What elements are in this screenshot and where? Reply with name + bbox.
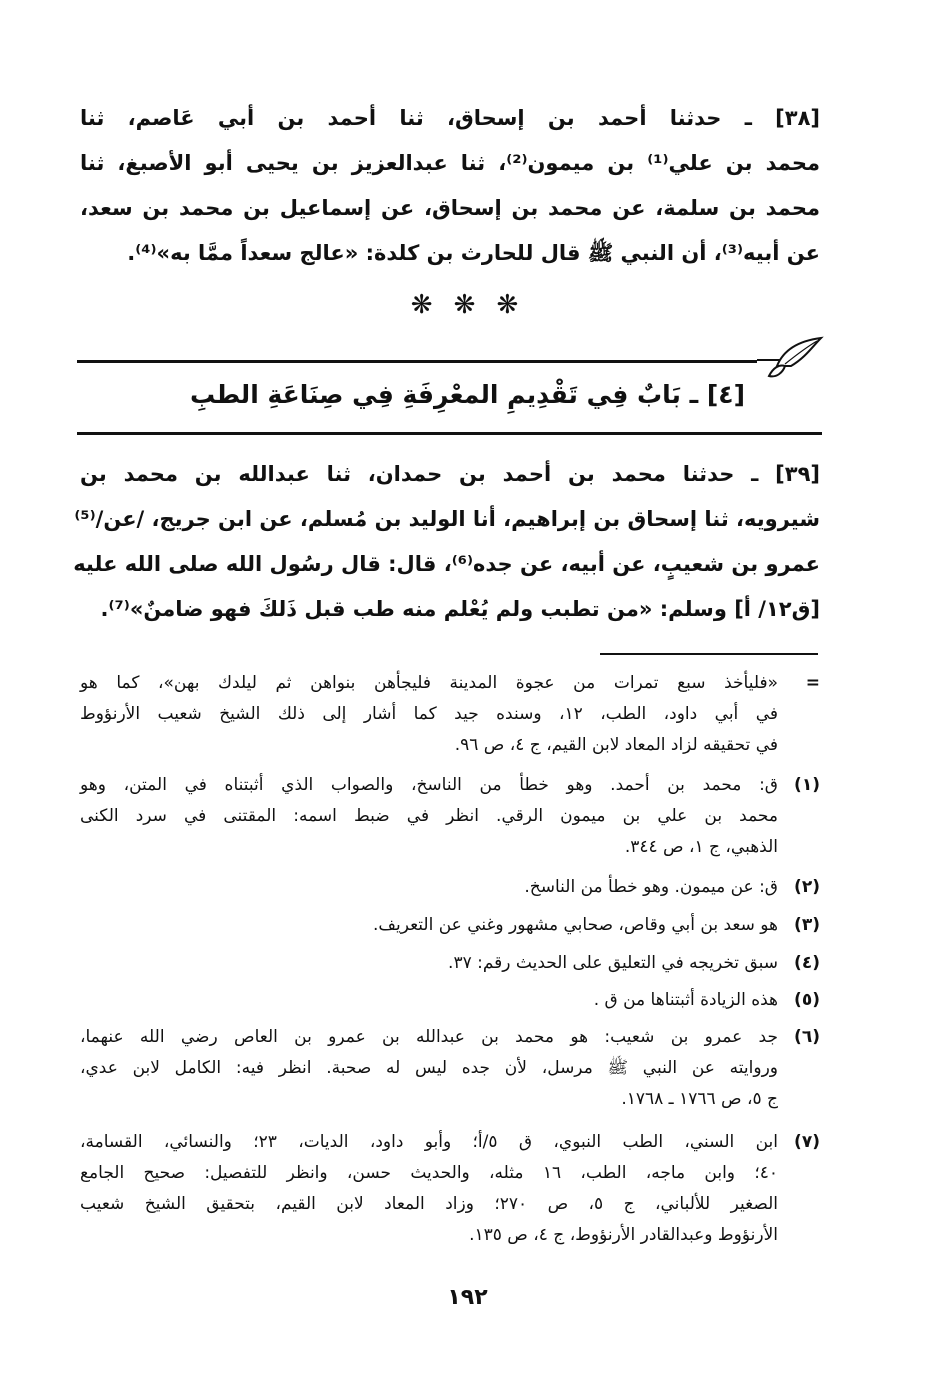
footnote-5 [80, 985, 820, 1016]
hadith-38-line: محمد بن علي⁽¹⁾ بن ميمون⁽²⁾، ثنا عبدالعزيز بن يحيى أبو الأصبغ، ثنا [80, 151, 820, 175]
footnote-separator [600, 653, 818, 655]
footnote-mark: (٥) [794, 990, 820, 1010]
footnote-mark: (١) [794, 775, 820, 795]
page-number: ١٩٢ [447, 1285, 488, 1310]
footnote-line: الأرنؤوط وعبدالقادر الأرنؤوط، ج ٤، ص ١٣٥. [469, 1225, 778, 1245]
footnote-line: في تحقيقه لزاد المعاد لابن القيم، ج ٤، ص ٩٦. [454, 735, 778, 755]
footnote-line: هو سعد بن أبي وقاص، صحابي مشهور وغني عن التعريف. [372, 915, 778, 935]
footnote-line: «فليأخذ سبع تمرات من عجوة المدينة فليجأهن بنواهن ثم ليلدك بهن»، كما هو [80, 673, 778, 693]
footnote-1 [80, 770, 820, 863]
hadith-38-line: [٣٨] ـ حدثنا أحمد بن إسحاق، ثنا أحمد بن أبي عَاصم، ثنا [80, 106, 820, 130]
chapter-title: [٤] ـ بَابٌ فِي تَقْدِيمِ المعْرِفَةِ فِي صِنَاعَةِ الطبِ [189, 380, 745, 409]
footnote-line: ٤٠؛ وابن ماجه، الطب، ١٦ مثله، والحديث حسن، وانظر للتفصيل: صحيح الجامع [80, 1163, 778, 1183]
section-separator-stars: ❋ ❋ ❋ [410, 290, 525, 320]
footnote-mark: = [805, 673, 820, 693]
footnote-line: الذهبي، ج ١، ص ٣٤٤. [624, 837, 778, 857]
footnote-mark: (٤) [794, 953, 820, 973]
footnote-line: سبق تخريجه في التعليق على الحديث رقم: ٣٧. [448, 953, 778, 973]
chapter-bottom-rule [77, 432, 822, 435]
footnote-line: ابن السني، الطب النبوي، ق ٥/أ؛ وأبو داود، الديات، ٢٣؛ والنسائي، القسامة، [80, 1132, 778, 1152]
hadith-39-line: [٣٩] ـ حدثنا محمد بن أحمد بن حمدان، ثنا عبدالله بن محمد بن [80, 462, 820, 486]
footnote-mark: (٣) [794, 915, 820, 935]
footnote-2 [80, 872, 820, 903]
footnote-continued [80, 668, 820, 761]
footnote-line: الصغير للألباني، ج ٥، ص ٢٧٠؛ وزاد المعاد لابن القيم، بتحقيق الشيخ شعيب [80, 1194, 778, 1214]
footnote-line: محمد بن علي بن ميمون الرقي. انظر في ضبط اسمه: المقتنى في سرد الكنى [80, 806, 778, 826]
quill-pen-icon [755, 336, 825, 380]
footnote-6 [80, 1022, 820, 1115]
footnote-line: ق: محمد بن أحمد. وهو خطأ من الناسخ، والصواب الذي أثبتناه في المتن، وهو [80, 775, 778, 795]
footnote-7 [80, 1127, 820, 1251]
footnote-line: جد عمرو بن شعيب: هو محمد بن عبدالله بن عمرو بن العاص رضي الله عنهما، [80, 1027, 778, 1047]
footnote-4 [80, 948, 820, 979]
footnote-line: ج ٥، ص ١٧٦٦ ـ ١٧٦٨. [621, 1089, 778, 1109]
footnote-mark: (٧) [794, 1132, 820, 1152]
footnote-line: ق: عن ميمون. وهو خطأ من الناسخ. [524, 877, 778, 897]
footnote-line: هذه الزيادة أثبتناها من ق . [593, 990, 778, 1010]
footnote-mark: (٢) [794, 877, 820, 897]
hadith-39-line: عمرو بن شعيبٍ، عن أبيه، عن جده⁽⁶⁾، قال: قال رسُول الله صلى الله عليه [73, 552, 820, 576]
hadith-39-line: [ق١٢/ أ] وسلم: «من تطبب ولم يُعْلم منه طب قبل ذَلكَ فهو ضامنٌ»⁽⁷⁾. [100, 597, 820, 621]
footnote-3 [80, 910, 820, 941]
hadith-39-paragraph [73, 452, 820, 632]
footnote-line: وروايته عن النبي ﷺ مرسل، لأن جده ليس له صحبة. انظر فيه: الكامل لابن عدي، [80, 1058, 778, 1078]
hadith-38-line: عن أبيه⁽³⁾، أن النبي ﷺ قال للحارث بن كلدة: «عالج سعداً ممَّا به»⁽⁴⁾. [127, 241, 820, 265]
chapter-top-rule [77, 360, 757, 363]
hadith-38-paragraph [80, 96, 820, 276]
footnote-mark: (٦) [794, 1027, 820, 1047]
footnote-line: في أبي داود، الطب، ١٢، وسنده جيد كما أشار إلى ذلك الشيخ شعيب الأرنؤوط [80, 704, 779, 724]
hadith-39-line: شيرويه، ثنا إسحاق بن إبراهيم، أنا الوليد بن مُسلم، عن ابن جريج، /عن/⁽⁵⁾ [74, 507, 820, 531]
hadith-38-line: محمد بن سلمة، عن محمد بن إسحاق، عن إسماعيل بن محمد بن سعد، [80, 196, 820, 220]
